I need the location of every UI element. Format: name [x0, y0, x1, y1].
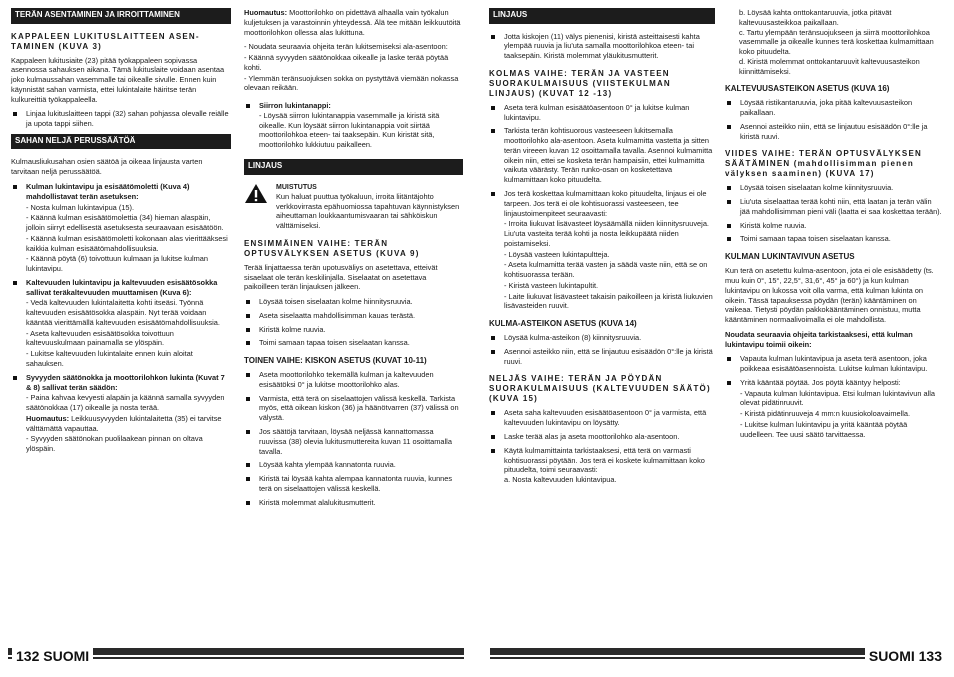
list-item: Aseta terä kulman esisäätöasentoon 0° ja lukitse kulman lukintavipu.	[489, 103, 715, 123]
list-item-miter-lock	[11, 182, 231, 274]
paragraph-workpiece-lock: Kappaleen lukitusiaite (23) pitää työkappaleen sopivassa asennossa sahauksen aikana. Tämä lukituslaite voidaan asentaa joko kulmaussahan vasemmalle tai oikealle sivulle. Ennen kuin käynnistät sahan varmista, ettei lukintalaite häiritse terän kulkureittiä työkappaleella.	[11, 55, 225, 104]
dash-item: - Vedä kaltevuuden lukintalaitetta kohti itseäsi. Työnnä kaltevuuden esisäätösokka alaspäin. Nyt terää voidaan kääntää vierittämällä kaltevuuden esisäätömahdollisuuksia.	[26, 298, 220, 327]
list-rail	[489, 32, 715, 61]
page-number-left: 132 SUOMI	[12, 648, 93, 664]
list-item: Varmista, että terä on siselaattojen välissä keskellä. Tarkista myös, että oikean kiskon (36) ja häänötvarren (37) välissä on välystä.	[244, 394, 463, 423]
footer-left	[8, 648, 464, 666]
dash-item: - Aseta kulmamitta terää vasten ja säädä vaste niin, että se on kohtisuorassa terään.	[504, 260, 708, 280]
list-item-depth-knob	[11, 373, 231, 454]
dash-item: - Ylemmän teränsuojuksen sokka on pystyttävä viemään nokassa olevaan reikään.	[244, 73, 459, 93]
column-2	[244, 8, 463, 512]
dash-item: - Lukitse kaltevuuden lukintalaite ennen kuin aloitat sahauksen.	[26, 349, 193, 368]
list-item-text: Käytä kulmamittainta tarkistaaksesi, että terä on varmasti kohtisuorassi pöytään. Jos terä ei koskete kulmamittaan koko pituudelta, toimi seuraavasti:	[504, 445, 705, 475]
list-item: Jos säätöjä tarvitaan, löysää neljässä kannattomassa ruuvissa (38) olevia lukitusmuttereita kuvan 11 osoittamalla tavalla.	[244, 427, 463, 456]
dash-item: - Löysää vasteen lukintapultteja.	[504, 249, 610, 259]
dash-item: - Käännä pöytä (6) toivottuun kulmaan ja lukitse kulman lukintavipu.	[26, 254, 208, 274]
list-item: Löysää toisen siselaatan kolme kiinnitysruuvia.	[725, 183, 943, 193]
column-4	[725, 8, 943, 445]
list-workpiece-lock	[11, 109, 231, 129]
dash-list	[244, 42, 463, 93]
dash-list	[740, 389, 943, 440]
dash-item: - Lukitse kulman lukintavipu ja yritä kääntää pöytää uudelleen. Tee uusi säätö tarvittaessa.	[740, 419, 908, 439]
heading-miter-lock: KULMAN LUKINTAVIVUN ASETUS	[725, 252, 855, 262]
list-item-slide-lock	[244, 101, 463, 150]
paragraph-miter-lock: Kun terä on asetettu kulma-asentoon, jota ei ole esisäädetty (ts. muu kuin 0°, 15°, 22,5°, 31,6°, 45° ja 60°) ja kun kulman lukintavipu on lukossa voit olla varma, että kulman lukinta on oikein. Tässä tapauksessa pöydän (terän) kääntäminen on vaikeaa. Tietysti pöydän pakkokääntäminen onnistuu, mutta kääntäminen normaalivoimalla ei ole mahdollista.	[725, 266, 934, 325]
list-item: Asennoi asteikko niin, että se linjautuu esisäädön 0°:lle ja kiristä ruuvi.	[489, 347, 715, 367]
note-text: Moottorilohko on pidettävä alhaalla vain työkalun kuljetuksen ja varastoinnin yhteydessä. Älä tee mitään leikkuutöitä moottorilohkon ollessa alas lukittuna.	[244, 8, 461, 37]
list-item	[489, 446, 715, 485]
dash-list	[26, 298, 231, 368]
list-item: Kiristä kolme ruuvia.	[725, 221, 943, 231]
list-item: Laske terää alas ja aseta moottorilohko ala-asentoon.	[489, 432, 715, 442]
warning-text-block	[276, 183, 463, 231]
dash-item: - Vapauta kulman lukintavipua. Etsi kulman lukintavivun alla olevat pidätinruuvit.	[740, 388, 935, 408]
heading-phase5: VIIDES VAIHE: TERÄN OPTUSVÄLYKSEN SÄÄTÄMINEN (mahdollisimman pienen välyksen saaminen) (KUVA 17)	[725, 149, 922, 179]
dash-item: - Kiristä vasteen lukintapultit.	[504, 280, 599, 290]
list-phase2	[244, 370, 463, 507]
column-1	[11, 8, 231, 459]
dash-item: - Paina kahvaa kevyesti alapäin ja käännä samalla syvyyden säätönokkaa (17) oikealle ja nosta terää.	[26, 393, 225, 413]
list-item: Toimi samaan tapaa toisen siselaatan kanssa.	[244, 338, 463, 348]
list-item: Löysää kahta ylempää kannatonta ruuvia.	[244, 460, 463, 470]
section-title-alignment: LINJAUS	[489, 8, 715, 24]
list-item: Aseta siselaatta mahdollisimman kauas terästä.	[244, 311, 463, 321]
list-item: Tarkista terän kohtisuorous vasteeseen lukitsemalla moottorilohko ala-asentoon. Aseta kulmamitta vastetta ja sitten terän vireeen kuvan 12 osoittamalla tavalla. Asennoi kulmamitta oikein niin, ettei se kosketa terän hampaisiin, ettei kulmamitta vaikuta väärästy. Terän runko-osan on kosketettava kulmamittaan koko pituudelta.	[489, 126, 715, 185]
paragraph-phase1: Terää linjattaessa terän upotusväliys on asetettava, etteivät sisaelaat ole terän keskilinjalla. Siselaatat on asetettava paikoilleen terän linjauksen jälkeen.	[244, 262, 438, 292]
lettered-item: d. Kiristä molemmat onttokantaruuvit kaltevuusasteikon kiinnittämiseksi.	[739, 56, 920, 76]
list-item: Löysää kulma-asteikon (8) kiinnitysruuvia.	[489, 333, 715, 343]
lettered-item: a. Nosta kaltevuuden lukintavipua.	[504, 475, 617, 485]
list-item: Aseta moottorilohko tekemällä kulman ja kaltevuuden esisäätöksi 0° ja lukitse moottorilohko alas.	[244, 370, 463, 390]
list-item: Kiristä tai löysää kahta alempaa kannatonta ruuvia, kunnes terä on siselaattojen välissä keskellä.	[244, 474, 463, 494]
list-phase3	[489, 103, 715, 311]
item-heading: Siirron lukintanappi:	[259, 101, 331, 111]
list-item: Vapauta kulman lukintavipua ja aseta terä asentoon, joka poikkeaa esisäätöasennoista. Lukitse kulman lukintavipu.	[725, 354, 943, 374]
list-item: Toimi samaan tapaa toisen siselaatan kanssa.	[725, 234, 943, 244]
paragraph-note	[244, 8, 463, 37]
list-bevel-scale	[725, 98, 943, 141]
heading-phase4: NELJÄS VAIHE: TERÄN JA PÖYDÄN SUORAKULMAISUUS (KALTEVUUDEN SÄÄTÖ) (KUVA 15)	[489, 374, 711, 404]
dash-list	[26, 203, 231, 274]
dash-list	[26, 393, 231, 454]
list-item	[725, 378, 943, 440]
dash-item: - Laite liukuvat lisävasteet takaisin paikoilleen ja kiristä liukuvien lisävasteiden ruuvit.	[504, 291, 713, 311]
dash-item: - Syvyyden säätönokan puolilaakean pinnan on oltava ylöspäin.	[26, 434, 203, 454]
lettered-item: c. Tartu ylempään teränsuojukseen ja siirrä moottorilohkoa vasemmalle ja oikealle kunnes terä koskettaa kulmamittaan koko pituudelta.	[739, 27, 934, 57]
item-heading: Kaltevuuden lukintavipu ja kaltevuuden esisäätösokka sallivat teräkaltevuuden muuttamisen (Kuva 6):	[26, 277, 218, 297]
list-item-text: Jos terä koskettaa kulmamittaan koko pituudelta, linjaus ei ole tarpeen. Jos terä ei ole kohtisuorassi vasteeseen, tee linjaustoimenpiteet seuraavasti:	[504, 188, 707, 218]
dash-item: - Nosta kulman lukintavipua (15).	[26, 202, 135, 212]
lettered-item: b. Löysää kahta onttokantaruuvia, jotka pitävät kaltevuusasteikkoa paikallaan.	[739, 8, 892, 27]
list-item: Asennoi asteikko niin, että se linjautuu esisäädön 0°:lle ja kiristä ruuvi.	[725, 122, 943, 142]
heading-miter-scale: KULMA-ASTEIKON ASETUS (KUVA 14)	[489, 319, 637, 329]
list-item-bevel-lock	[11, 278, 231, 369]
item-heading: Kulman lukintavipu ja esisäätömoletti (Kuva 4) mahdollistavat terän asetuksen:	[26, 181, 190, 201]
dash-item: - Käännä syvyyden säätönokkaa oikealle ja laske terää pöytää kohti.	[244, 53, 449, 72]
list-item: Jotta kiskojen (11) välys pienenisi, kiristä asteittaisesti kahta ylempää ruuvia ja liu'uta samalla moottorilohkoa eteen- tai taaksepäin. Kiristä molemmat yläukitusmutterit.	[489, 32, 715, 61]
dash-item: - Käännä kulman esisäätömoletti kokonaan alas vierittääksesi kaikkia kulman esisäätömahdollisuuksia.	[26, 233, 228, 253]
dash-item: - Käännä kulman esisäätömolettia (34) hieman alaspäin, jolloin siirryt edellisestä asetuksesta seuraavaan esisäätöön.	[26, 213, 224, 233]
warning-box	[244, 183, 463, 231]
item-heading: Syvyyden säätönokka ja moottorilohkon lukinta (Kuvat 7 & 8) sallivat terän säädön:	[26, 372, 225, 392]
lettered-list	[725, 8, 943, 76]
heading-workpiece-lock: KAPPALEEN LUKITUSLAITTEEN ASEN-TAMINEN (KUVA 3)	[11, 31, 200, 51]
heading-phase3: KOLMAS VAIHE: TERÄN JA VASTEEN SUORAKULMAISUUS (VIISTEKULMAN LINJAUS) (KUVAT 12 -13)	[489, 68, 671, 98]
dash-item: - Irroita liukuvat lisävasteet löysäämällä niiden kiinnitysruuveja. Liu'uta vasteita terää kohti ja nosta leikkupäätä niiden poistamiseksi.	[504, 219, 709, 248]
heading-phase2: TOINEN VAIHE: KISKON ASETUS (KUVAT 10-11)	[244, 356, 427, 366]
list-item: Linjaa lukituslaitteen tappi (32) sahan pohjassa olevalle reiälle ja upota tappi siihen.	[11, 109, 231, 129]
list-phase4	[489, 408, 715, 484]
warning-text: Kun haluat puuttua työkaluun, irroita liitäntäjohto verkkovirrasta epähuomiossa tapahtuvan käynnistyksen aiheuttaman loukkaantumisvaaran tai sähköiskun välttämiseksi.	[276, 191, 460, 231]
list-phase1	[244, 297, 463, 348]
list-adjustments	[11, 182, 231, 454]
note-label: Huomautus:	[26, 413, 70, 423]
dash-item-note	[26, 414, 231, 434]
list-item: Aseta saha kaltevuuden esisäätöasentoon 0° ja varmista, että kaltevuuden lukintavipu on löysätty.	[489, 408, 715, 428]
note-text: Leikkuusyvyyden lukintalaitetta (35) ei tarvitse välttämättä vapauttaa.	[26, 413, 222, 433]
section-title-basic-adjustments: SAHAN NELJÄ PERUSSÄÄTÖÄ	[11, 134, 231, 150]
dash-item: - Aseta kaltevuuden esisäätösokka toivottuun kaltevuuskulmaan painamalla se ylöspäin.	[26, 328, 174, 348]
dash-list	[504, 219, 715, 311]
list-miter-check	[725, 354, 943, 439]
dash-item: - Noudata seuraavia ohjeita terän lukitsemiseksi ala-asentoon:	[244, 42, 448, 52]
list-miter-scale	[489, 333, 715, 366]
warning-triangle-icon	[244, 183, 270, 231]
paragraph-basic-adjustments: Kulmausliukusahan osien säätöä ja oikeaa linjausta varten tarvitaan neljä perussäätöä.	[11, 157, 203, 177]
heading-phase1: ENSIMMÄINEN VAIHE: TERÄN OPTUSVÄLYKSEN ASETUS (KUVA 9)	[244, 238, 420, 258]
section-title-alignment: LINJAUS	[244, 159, 463, 175]
list-slide-lock	[244, 101, 463, 150]
list-item: Kiristä kolme ruuvia.	[244, 325, 463, 335]
list-item: Kiristä molemmat alalukitusmutterit.	[244, 498, 463, 508]
footer-right	[490, 648, 946, 666]
heading-bevel-scale: KALTEVUUSASTEIKON ASETUS (KUVA 16)	[725, 84, 890, 94]
note-label: Huomautus:	[244, 8, 288, 17]
list-item: Löysää toisen siselaatan kolme hiinnitysruuvia.	[244, 297, 463, 307]
paragraph-miter-check: Noudata seuraavia ohjeita tarkistaaksesi, että kulman lukintavipu toimii oikein:	[725, 329, 913, 349]
list-phase5	[725, 183, 943, 244]
list-item-text: Yritä kääntää pöytää. Jos pöytä kääntyy helposti:	[740, 377, 901, 387]
dash-item: - Kiristä pidätinruuveja 4 mm:n kuusiokoloavaimella.	[740, 409, 911, 419]
list-item	[489, 189, 715, 311]
section-title-blade-install: TERÄN ASENTAMINEN JA IRROITTAMINEN	[11, 8, 231, 24]
list-item: Liu'uta siselaattaa terää kohti niin, että laatan ja terän välin jää mahdollisimman pieni väli (laatta ei saa koskettaa terään).	[725, 197, 943, 217]
list-item: Löysää ristikantaruuvia, joka pitää kaltevuusasteikon paikallaan.	[725, 98, 943, 118]
warning-heading: MUISTUTUS	[276, 183, 317, 191]
dash-item: - Löysää siirron lukintanappia vasemmalle ja kiristä sitä oikealle. Kun löysäät siirron lukintanappia voit siirtää moottorilohkoa eteen- tai taaksepäin. Kun kiristät sitä, moottorilohko lukkiutuu paikalleen.	[259, 110, 440, 150]
column-3	[489, 8, 715, 490]
page-number-right: SUOMI 133	[865, 648, 946, 664]
